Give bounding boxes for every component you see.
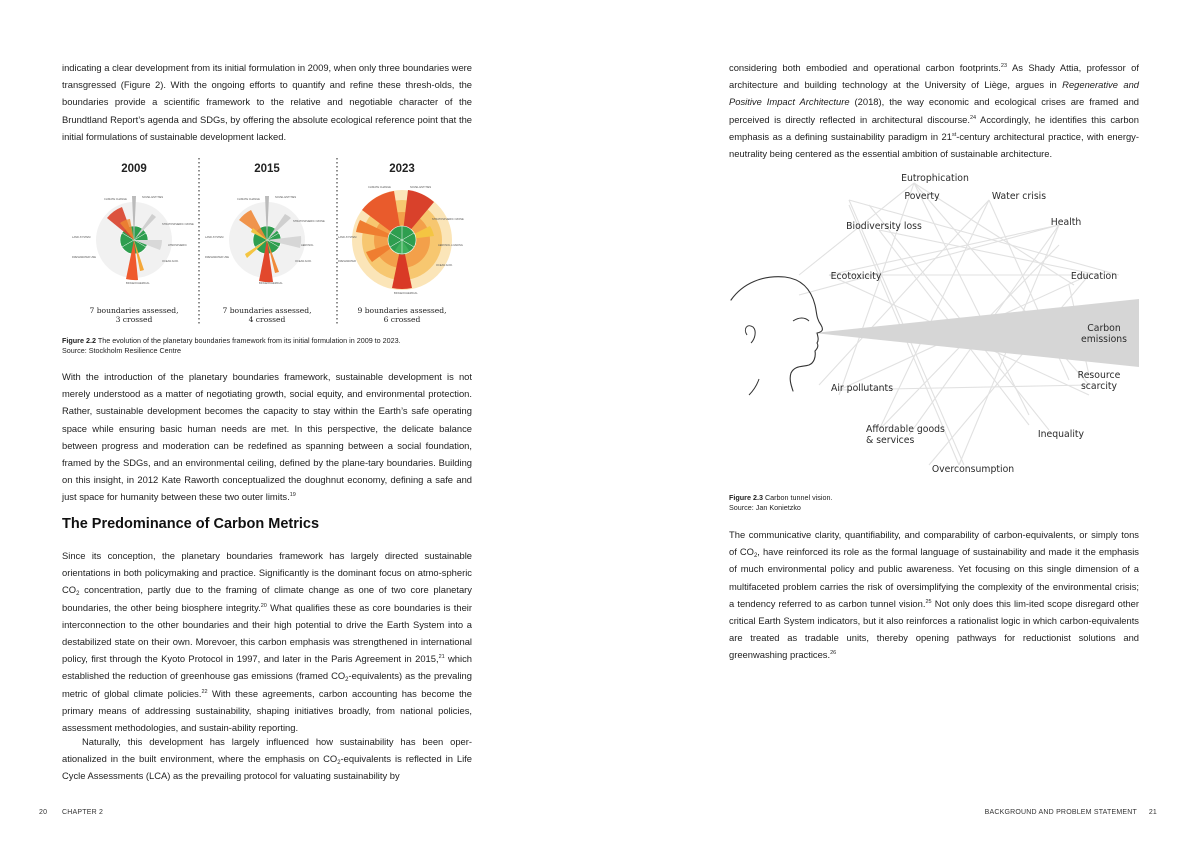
footnote-ref: 24 [969, 114, 977, 121]
svg-text:BIOGEOCHEMICAL: BIOGEOCHEMICAL [259, 282, 283, 285]
label-ecotoxicity: Ecotoxicity [830, 271, 882, 282]
footnote-ref: 25 [925, 598, 932, 605]
text-span: , have reinforced its role as the formal language of sustainability and made it the emphasis of much environmental policy and public awareness. Yet focusing on this single dimension of a multifaceted problem carries the risk of oversimplifying the complexity of the environmental crisis; a tendency referred to as carbon tunnel vision. [729, 546, 1139, 609]
panel-assessed-2009-line1: 7 boundaries assessed, [89, 306, 179, 315]
caption-text: The evolution of the planetary boundaries framework from its initial formulation in 2009 to 2023. [95, 336, 401, 345]
footnote-ref: 20 [260, 602, 267, 609]
panel-2023 [338, 163, 464, 324]
paragraph-lca [62, 733, 472, 785]
svg-text:NOVEL ENTITIES: NOVEL ENTITIES [142, 196, 164, 199]
panel-year-2009: 2009 [121, 163, 147, 175]
caption-source: Source: Stockholm Resilience Centre [62, 345, 182, 355]
label-air-pollutants: Air pollutants [830, 383, 894, 394]
text-span: Naturally, this development has largely influenced how sustainability has been oper-ationalized in the built environment, where the emphasis on CO [62, 736, 472, 765]
panel-assessed-2023-line2: 6 crossed [383, 315, 421, 324]
chapter-label: CHAPTER 2 [62, 809, 104, 816]
label-water-crisis: Water crisis [991, 191, 1047, 202]
eye-line [793, 318, 809, 321]
svg-text:STRATOSPHERIC OZONE: STRATOSPHERIC OZONE [162, 223, 194, 226]
paragraph-carbon-metrics [62, 547, 472, 736]
paragraph-text: With the introduction of the planetary boundaries framework, sustainable development is not merely understood as a matter of negotiating growth, social equity, and environmental protection. Rather, sustainable development becomes the capacity to stay within the Earth’s safe operating space while ensuring basic human needs are met. In this perspective, the delicate balance between progress and moderation can be redefined as spanning between a social foundation, framed by the SDGs, and an environmental ceiling, defined by the plane-tary boundaries. Building on this insight, in 2012 Kate Raworth conceptualized the doughnut economy, defining a safe and just space for humanity between these two outer limits. [62, 371, 472, 503]
svg-text:OCEAN ACID.: OCEAN ACID. [436, 264, 453, 267]
text-span: which established the reduction of greenhouse gas emissions (framed CO [62, 653, 473, 682]
svg-text:FRESHWATER: FRESHWATER [338, 260, 356, 263]
caption-label: Figure 2.2 [62, 336, 96, 345]
subscript: 2 [345, 677, 349, 684]
svg-text:CLIMATE CHANGE: CLIMATE CHANGE [368, 186, 391, 189]
footnote-ref: 23 [1000, 63, 1008, 69]
neck-line [749, 379, 759, 395]
label-education: Education [1070, 271, 1118, 282]
footnote-ref: 21 [438, 654, 445, 661]
text-span: Accordingly, he identifies this carbon emphasis as a defining sustainability paradigm in 21 [729, 113, 1139, 142]
text-span: With these agreements, carbon accounting has become the primary means of addressing sustainability, shaping initiatives broadly, from national policies, assessment methodologies, and sustain-ability reporting. [62, 687, 472, 734]
section-title-footer: BACKGROUND AND PROBLEM STATEMENT [984, 809, 1137, 816]
panel-year-2015: 2015 [254, 163, 280, 175]
label-resource: Resource [1077, 370, 1121, 381]
figure-2-2-caption [62, 336, 472, 355]
svg-text:AEROSOL LOADING: AEROSOL LOADING [438, 244, 463, 247]
subscript: 2 [337, 760, 341, 767]
ear-outline [745, 326, 755, 343]
paragraph-intro: indicating a clear development from its initial formulation in 2009, when only three boundaries were transgressed (Figure 2). With the ongoing efforts to quantify and refine these thresh-olds, the boundaries provide a scientific framework to the relative and negotiable character of the Brundtland Report’s agenda and SDGs, by offering the absolute ecological reference point that the initial formulations of sustainable development lacked. [62, 62, 472, 142]
panel-2009 [72, 163, 194, 324]
svg-text:LAND-SYSTEM: LAND-SYSTEM [205, 236, 224, 239]
panel-2015 [205, 163, 325, 324]
footnote-ref: 19 [289, 492, 296, 499]
label-services: & services [866, 435, 915, 446]
section-heading: The Predominance of Carbon Metrics [62, 516, 320, 532]
page-number: 20 [39, 809, 48, 816]
carbon-tunnel-figure [729, 165, 1139, 485]
text-span: As Shady Attia, professor of architecture and building technology at the University of Liège, argues in [729, 62, 1139, 91]
label-affordable-goods: Affordable goods [866, 424, 945, 435]
svg-text:LAND-SYSTEM: LAND-SYSTEM [338, 236, 357, 239]
caption-label: Figure 2.3 [729, 493, 763, 502]
text-span: The communicative clarity, quantifiability, and comparability of carbon-equivalents, or simply tons of CO [729, 529, 1139, 558]
label-biodiversity-loss: Biodiversity loss [846, 221, 922, 232]
svg-text:NOVEL ENTITIES: NOVEL ENTITIES [410, 186, 432, 189]
caption-source: Source: Jan Konietzko [729, 502, 801, 512]
head-profile [731, 277, 822, 391]
svg-text:CLIMATE CHANGE: CLIMATE CHANGE [237, 198, 260, 201]
svg-text:BIOGEOCHEMICAL: BIOGEOCHEMICAL [394, 292, 418, 295]
svg-text:NOVEL ENTITIES: NOVEL ENTITIES [275, 196, 297, 199]
caption-text: Carbon tunnel vision. [762, 493, 833, 502]
panel-assessed-2015-line2: 4 crossed [248, 315, 286, 324]
text-span: considering both embodied and operational carbon footprints. [729, 62, 1001, 73]
svg-text:STRATOSPHERIC OZONE: STRATOSPHERIC OZONE [293, 220, 325, 223]
text-span: -equivalents) as the prevaling metric of global climate policies. [62, 670, 472, 699]
label-health: Health [1050, 217, 1082, 228]
footnote-ref: 26 [830, 650, 837, 657]
svg-text:CLIMATE CHANGE: CLIMATE CHANGE [104, 198, 127, 201]
subscript: 2 [753, 553, 758, 560]
svg-text:FRESHWATER USE: FRESHWATER USE [205, 256, 229, 259]
label-eutrophication: Eutrophication [901, 173, 969, 184]
svg-text:BIOGEOCHEMICAL: BIOGEOCHEMICAL [126, 282, 150, 285]
text-span: -century architectural practice, with energy-neutrality being centered as the essential ambition of sustainable architecture. [729, 130, 1139, 160]
right-page [600, 0, 1200, 849]
paragraph-doughnut [62, 368, 472, 506]
page-number: 21 [1148, 809, 1157, 816]
subscript: 2 [76, 591, 80, 598]
label-carbon: Carbon [1087, 323, 1121, 334]
superscript: st [951, 131, 957, 138]
paragraph-carbon-tunnel [729, 526, 1139, 664]
figure-2-3-caption [729, 493, 1139, 512]
panel-assessed-2009-line2: 3 crossed [115, 315, 153, 324]
panel-assessed-2023-line1: 9 boundaries assessed, [357, 306, 447, 315]
svg-text:AEROSOL: AEROSOL [301, 244, 314, 247]
footnote-ref: 22 [201, 688, 208, 695]
svg-text:OCEAN ACID.: OCEAN ACID. [162, 260, 179, 263]
paragraph-attia [729, 59, 1139, 162]
panel-assessed-2015-line1: 7 boundaries assessed, [222, 306, 312, 315]
label-overconsumption: Overconsumption [931, 464, 1015, 475]
svg-text:FRESHWATER USE: FRESHWATER USE [72, 256, 96, 259]
text-span: (2018), the way economic and ecological crises are framed and perceived is directly reflected in architectural discourse. [729, 96, 1140, 125]
book-title: Regenerative and Positive Impact Architecture [729, 79, 1139, 108]
planetary-boundaries-figure [62, 152, 472, 332]
svg-text:ATMOSPHERIC: ATMOSPHERIC [168, 244, 187, 247]
label-inequality: Inequality [1037, 429, 1085, 440]
svg-text:OCEAN ACID.: OCEAN ACID. [295, 260, 312, 263]
label-emissions: emissions [1080, 334, 1128, 345]
text-span: -equivalents is reflected in Life Cycle Assessments (LCA) as the prevailing protocol for valuating sustainability by [62, 753, 473, 782]
text-span: Not only does this lim-ited scope disregard other critical Earth System indicators, but it also reinforces a rationalist logic in which carbon-equivalents are treated as tradable units, thereby opening pathways for reductionist solutions and greenwashing practices. [729, 597, 1140, 661]
label-scarcity: scarcity [1080, 381, 1118, 392]
text-span: Since its conception, the planetary boundaries framework has largely directed sustainable orientations in both policymaking and practice. Significantly is the dominant focus on atmo-spheric CO [62, 550, 472, 596]
panel-year-2023: 2023 [389, 163, 415, 175]
svg-text:LAND-SYSTEM: LAND-SYSTEM [72, 236, 91, 239]
text-span: concentration, partly due to the framing of climate change as one of two core planetary boundaries, the other being biosphere integrity. [62, 584, 472, 613]
svg-text:STRATOSPHERIC OZONE: STRATOSPHERIC OZONE [432, 218, 464, 221]
text-span: What qualifies these as core boundaries is their interconnection to the other boundaries and their high potential to drive the Earth System into a destabilized state on their own. Morevoer, this carbon emphasis was strengthened in international policy, first through the Kyoto Protocol in 1997, and later in the Paris Agreement in 2015, [62, 601, 472, 665]
label-poverty: Poverty [904, 191, 940, 202]
